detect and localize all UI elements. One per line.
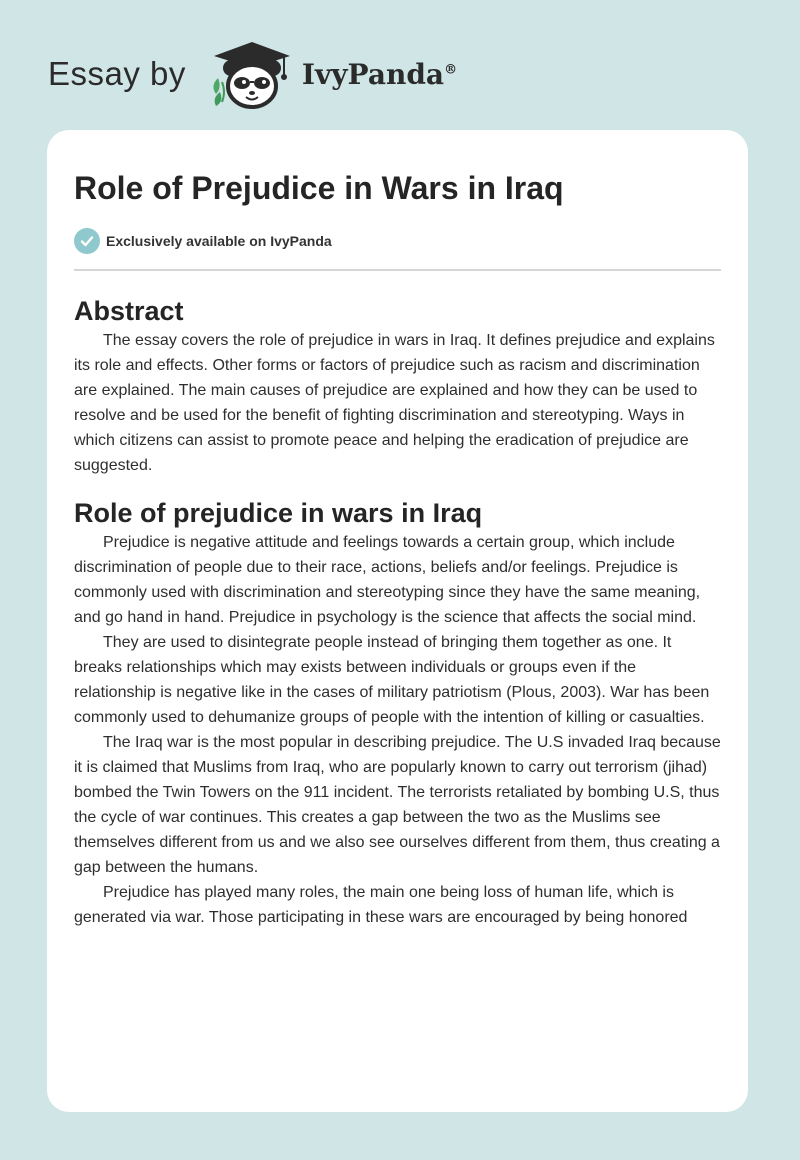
page-title: Role of Prejudice in Wars in Iraq <box>74 170 564 206</box>
panda-logo-icon <box>200 36 296 112</box>
brand-prefix: Essay by <box>48 55 186 92</box>
divider <box>74 269 721 271</box>
registered-mark: ® <box>444 62 458 78</box>
body-paragraph: Prejudice is negative attitude and feelings towards a certain group, which include discrimination of people due to their race, actions, beliefs and/or feelings. Prejudice is commonly used with discrimination and stereotyping since they have the same meaning, and go hand in hand. Prejudice in psychology is the science that affects the social mind. <box>74 534 701 626</box>
badge-text: Exclusively available on IvyPanda <box>106 233 332 249</box>
section-heading-abstract: Abstract <box>74 296 184 326</box>
section-heading-role: Role of prejudice in wars in Iraq <box>74 498 483 528</box>
brand-name-text: IvyPanda <box>301 57 445 91</box>
body-paragraph: They are used to disintegrate people instead of bringing them together as one. It breaks relationships which may exists between individuals or groups even if the relationship is negative like in the cases of military patriotism (Plous, 2003). War has been commonly used to dehumanize groups of people with the intention of killing or casualties. <box>74 634 710 726</box>
brand-name <box>302 58 457 91</box>
essay-card <box>47 130 748 1112</box>
check-icon <box>74 228 100 254</box>
body-paragraph: The Iraq war is the most popular in describing prejudice. The U.S invaded Iraq because it is claimed that Muslims from Iraq, who are popularly known to carry out terrorism (jihad) bombed the Twin Towers on the 911 incident. The terrorists retaliated by bombing U.S, thus the cycle of war continues. This creates a gap between the two as the Muslims see themselves different from us and we also see ourselves different from them, thus creating a gap between the humans. <box>74 734 721 876</box>
abstract-paragraph: The essay covers the role of prejudice in wars in Iraq. It defines prejudice and explains its role and effects. Other forms or factors of prejudice such as racism and discrimination are explained. The main causes of prejudice are explained and how they can be used to resolve and be used for the benefit of fighting discrimination and stereotyping. Ways in which citizens can assist to promote peace and helping the eradication of prejudice are suggested. <box>74 332 715 474</box>
exclusive-badge <box>74 227 721 255</box>
body-paragraph: Prejudice has played many roles, the main one being loss of human life, which is generated via war. Those participating in these wars are encouraged by being honored <box>74 884 688 926</box>
brand-header[interactable] <box>48 34 457 114</box>
